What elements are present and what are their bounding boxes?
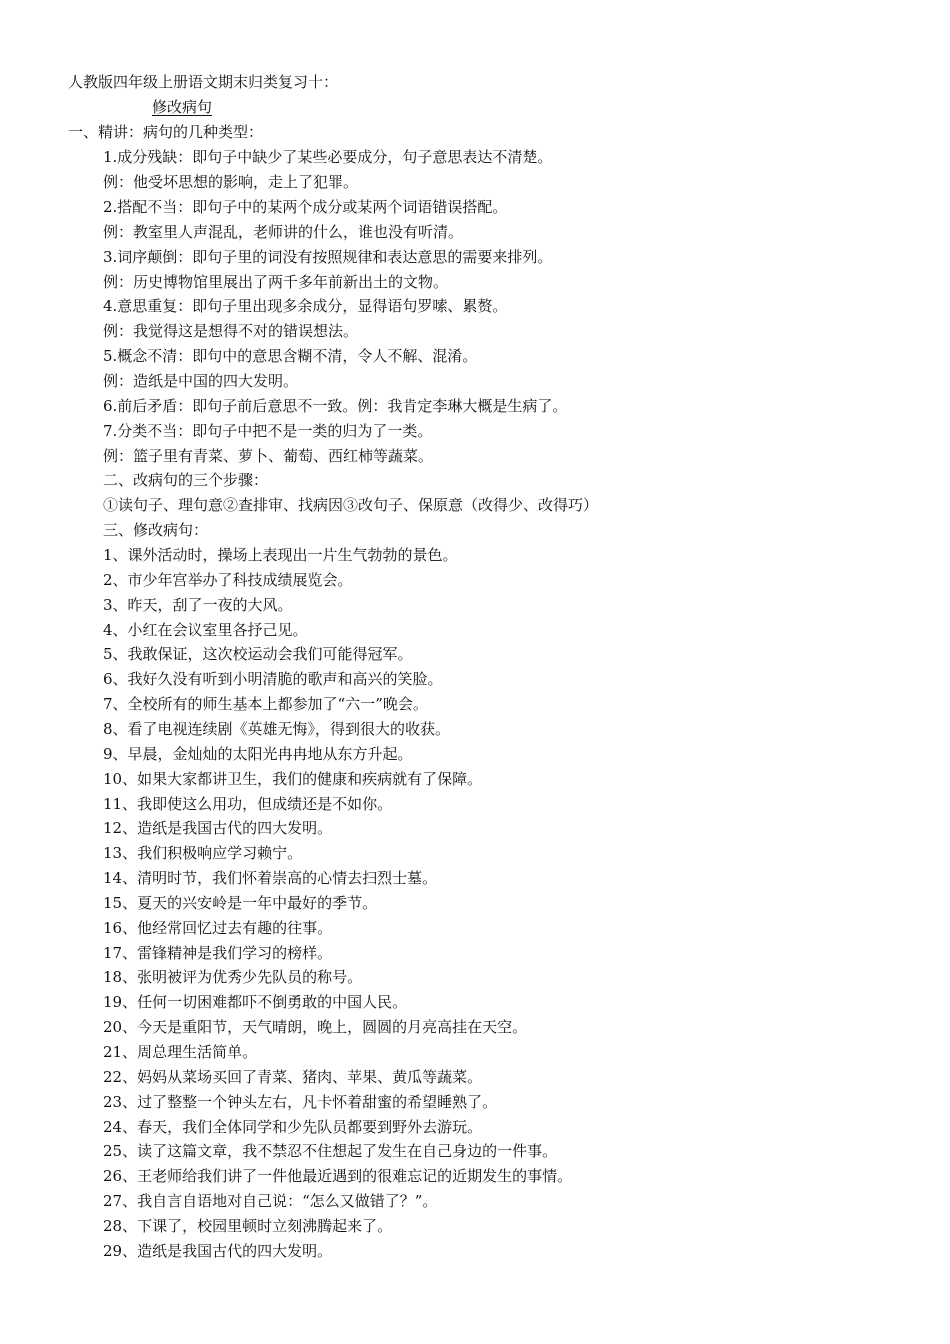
section1-item: 3.词序颠倒：即句子里的词没有按照规律和表达意思的需要来排列。 bbox=[103, 247, 553, 266]
exercise-item: 27、我自言自语地对自己说：“怎么又做错了？”。 bbox=[103, 1192, 438, 1211]
exercise-item: 12、造纸是我国古代的四大发明。 bbox=[103, 819, 333, 838]
exercise-item: 25、读了这篇文章，我不禁忍不住想起了发生在自己身边的一件事。 bbox=[103, 1142, 558, 1161]
section1-item: 例：我觉得这是想得不对的错误想法。 bbox=[103, 322, 359, 341]
exercise-item: 4、小红在会议室里各抒己见。 bbox=[103, 620, 308, 639]
exercise-item: 29、造纸是我国古代的四大发明。 bbox=[103, 1241, 333, 1260]
exercise-item: 8、看了电视连续剧《英雄无悔》，得到很大的收获。 bbox=[103, 719, 451, 738]
section1-item: 例：历史博物馆里展出了两千多年前新出土的文物。 bbox=[103, 272, 449, 291]
exercise-item: 18、张明被评为优秀少先队员的称号。 bbox=[103, 968, 363, 987]
section1-item: 5.概念不清：即句中的意思含糊不清，令人不解、混淆。 bbox=[103, 347, 478, 366]
exercise-item: 11、我即使这么用功，但成绩还是不如你。 bbox=[103, 794, 393, 813]
exercise-item: 3、昨天，刮了一夜的大风。 bbox=[103, 595, 293, 614]
exercise-item: 23、过了整整一个钟头左右，凡卡怀着甜蜜的希望睡熟了。 bbox=[103, 1092, 498, 1111]
section1-item: 例：篮子里有青菜、萝卜、葡萄、西红柿等蔬菜。 bbox=[103, 446, 434, 465]
section2-steps: ①读句子、理句意②查排审、找病因③改句子、保原意（改得少、改得巧） bbox=[103, 496, 599, 514]
section1-item: 例：他受坏思想的影响，走上了犯罪。 bbox=[103, 172, 359, 191]
exercise-item: 9、早晨，金灿灿的太阳光冉冉地从东方升起。 bbox=[103, 744, 413, 763]
document-header: 人教版四年级上册语文期末归类复习十： bbox=[68, 73, 339, 91]
section1-item: 7.分类不当：即句子中把不是一类的归为了一类。 bbox=[103, 421, 433, 440]
section1-item: 1.成分残缺：即句子中缺少了某些必要成分，句子意思表达不清楚。 bbox=[103, 148, 553, 166]
exercise-item: 10、如果大家都讲卫生，我们的健康和疾病就有了保障。 bbox=[103, 769, 483, 788]
section1-item: 例：造纸是中国的四大发明。 bbox=[103, 372, 299, 391]
exercise-item: 13、我们积极响应学习赖宁。 bbox=[103, 844, 303, 863]
section1-item: 4.意思重复：即句子里出现多余成分，显得语句罗嗦、累赘。 bbox=[103, 297, 508, 316]
section3-heading: 三、修改病句： bbox=[103, 521, 209, 539]
exercise-item: 20、今天是重阳节，天气晴朗，晚上，圆圆的月亮高挂在天空。 bbox=[103, 1018, 528, 1037]
section2-heading: 二、改病句的三个步骤： bbox=[103, 471, 269, 489]
exercise-item: 6、我好久没有听到小明清脆的歌声和高兴的笑脸。 bbox=[103, 670, 443, 689]
exercise-item: 7、全校所有的师生基本上都参加了“六一”晚会。 bbox=[103, 695, 428, 714]
exercise-item: 15、夏天的兴安岭是一年中最好的季节。 bbox=[103, 893, 378, 912]
section1-item: 2.搭配不当：即句子中的某两个成分或某两个词语错误搭配。 bbox=[103, 197, 508, 216]
exercise-item: 22、妈妈从菜场买回了青菜、猪肉、苹果、黄瓜等蔬菜。 bbox=[103, 1067, 483, 1086]
exercise-item: 2、市少年宫举办了科技成绩展览会。 bbox=[103, 570, 353, 589]
exercise-item: 26、王老师给我们讲了一件他最近遇到的很难忘记的近期发生的事情。 bbox=[103, 1167, 573, 1186]
section1-item: 6.前后矛盾：即句子前后意思不一致。例：我肯定李琳大概是生病了。 bbox=[103, 397, 568, 415]
exercise-item: 5、我敢保证，这次校运动会我们可能得冠军。 bbox=[103, 645, 413, 664]
exercise-item: 28、下课了，校园里顿时立刻沸腾起来了。 bbox=[103, 1216, 393, 1235]
document-subtitle: 修改病句 bbox=[152, 98, 213, 116]
section1-item: 例：教室里人声混乱，老师讲的什么，谁也没有听清。 bbox=[103, 222, 464, 241]
section1-heading: 一、精讲：病句的几种类型： bbox=[68, 123, 264, 141]
exercise-item: 19、任何一切困难都吓不倒勇敢的中国人民。 bbox=[103, 993, 408, 1012]
exercise-item: 21、周总理生活简单。 bbox=[103, 1043, 258, 1061]
exercise-item: 24、春天，我们全体同学和少先队员都要到野外去游玩。 bbox=[103, 1117, 483, 1136]
exercise-item: 1、课外活动时，操场上表现出一片生气勃勃的景色。 bbox=[103, 546, 458, 564]
exercise-item: 14、清明时节，我们怀着崇高的心情去扫烈士墓。 bbox=[103, 869, 438, 888]
exercise-item: 16、他经常回忆过去有趣的往事。 bbox=[103, 918, 333, 937]
exercise-item: 17、雷锋精神是我们学习的榜样。 bbox=[103, 943, 333, 962]
